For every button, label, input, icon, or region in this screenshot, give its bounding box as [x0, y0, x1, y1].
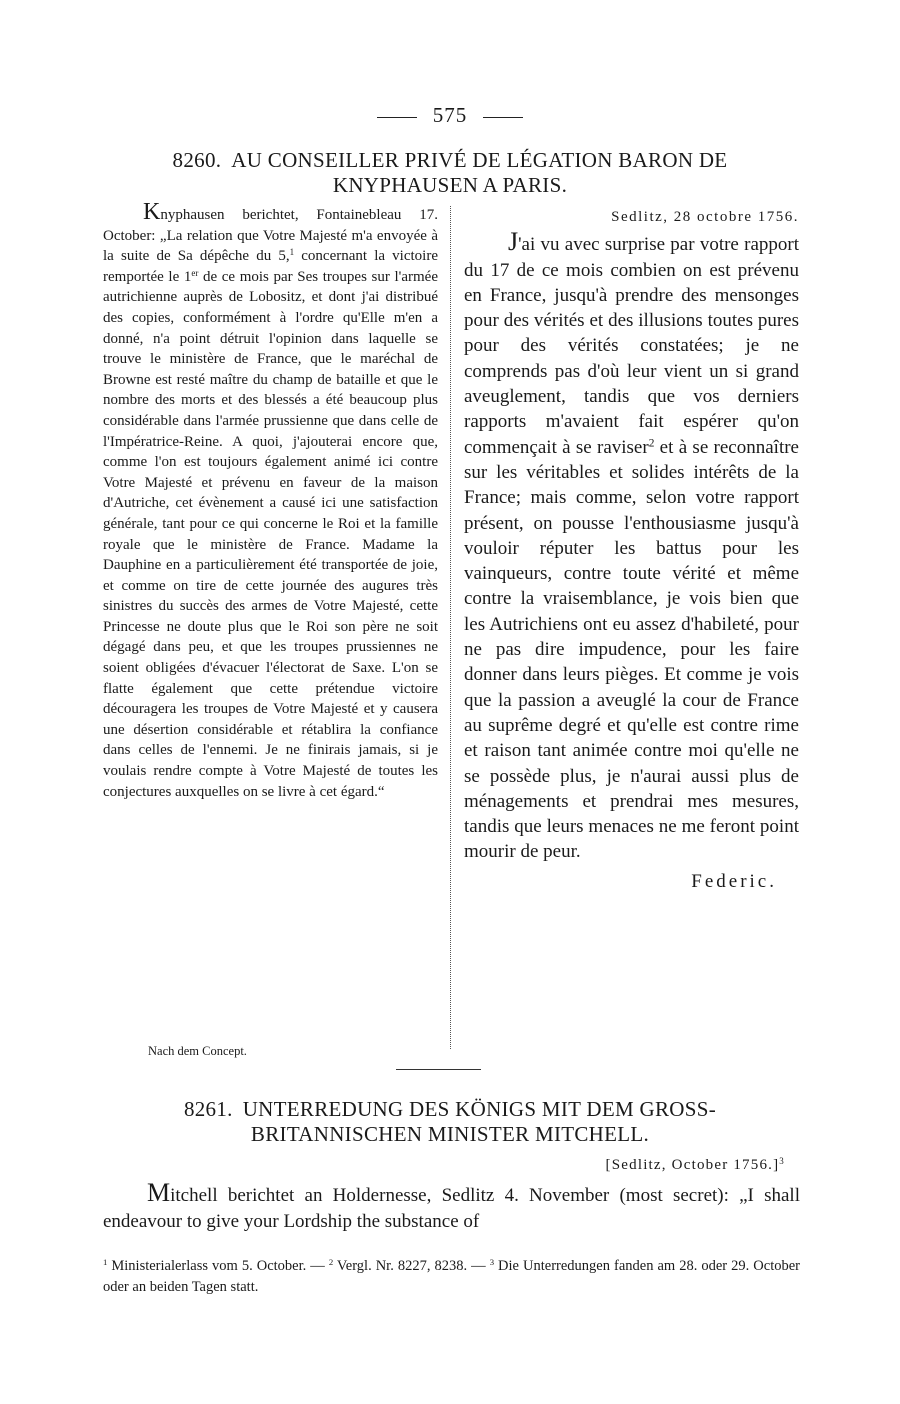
footnotes — [103, 1256, 800, 1298]
footnote-number: 2 — [328, 1257, 334, 1268]
document-8261-date: [Sedlitz, October 1756.]$^3$ — [605, 1156, 785, 1173]
footnote-text: Die Unterredungen fanden am 28. oder 29. October oder an beiden Tagen statt. — [103, 1258, 800, 1295]
footnote-number: 1 — [103, 1257, 108, 1268]
footnote-ref-3: 3 — [779, 1156, 785, 1167]
initial-letter: K — [143, 199, 161, 225]
report-paragraph: Knyphausen berichtet, Fontainebleau 17. October: „La relation que Votre Majesté m'a envoyée à la suite de Sa dépêche du 5,$^1$ concernant la victoire remportée le 1er de ce mois par Ses troupes sur l'armée autrichienne auprès de Lobositz, et dont j'ai distribué des copies, conformément à l'ordre qu'Elle m'en a donné, n'a point détruit l'opinion dans laquelle se trouve le ministère de France, que le maréchal de Browne est resté maître du champ de bataille et que le nombre des morts et des blessés a été beaucoup plus considérable dans l'armée prussienne que dans celle de l'Impératrice-Reine. A quoi, j'ajouterai encore que, comme l'on est toujours également animé ici contre Votre Majesté et prévenu en faveur de la maison d'Autriche, cet évènement a causé ici une satisfaction générale, tant pour ce qui concerne le Roi et la famille royale que le ministère de France. Madame la Dauphine en a particulièrement été transportée de joie, et comme on tire de cette journée des augures très sinistres du succès des armes de Votre Majesté, cette Princesse ne doute plus que le Roi son père ne soit dégagé dans peu, et que les troupes prussiennes ne soient obligées d'évacuer l'électorat de Saxe. L'on se flatte également que cette prétendue victoire découragera les troupes de Votre Majesté et y causera une désertion considérable et rétablira la confiance dans celles de l'ennemi. Je ne finirais jamais, si je voulais rendre compte à Votre Majesté de toutes les conjectures auxquelles on se livre à cet égard.“ — [103, 199, 438, 800]
signature: Federic. — [691, 870, 777, 892]
source-note: Nach dem Concept. — [148, 1044, 247, 1058]
document-title: AU CONSEILLER PRIVÉ DE LÉGATION BARON DE KNYPHAUSEN A PARIS. — [231, 148, 728, 197]
page-number-dash-left — [377, 117, 417, 118]
document-title: UNTERREDUNG DES KÖNIGS MIT DEM GROSS-BRITANNISCHEN MINISTER MITCHELL. — [242, 1097, 717, 1146]
document-number: 8261. — [183, 1097, 233, 1121]
footnote-ref-2: 2 — [648, 437, 655, 450]
letter-paragraph: J'ai vu avec surprise par votre rapport du 17 de ce mois combien on est prévenu en France, jusqu'à prendre des mensonges pour des vérités et des illusions toutes pures pour des vérités constatées; je ne comprends pas d'où leur vient un si grand aveuglement, tandis que vos derniers rapports m'avaient fait espérer qu'on commençait à se raviser$^2$ et à se reconnaître sur les véritables et solides intérêts de la France; mais comme, selon votre rapport présent, on pousse l'enthousiasme jusqu'à vouloir réputer les battus pour les vainqueurs, contre toute vérité et même contre la vraisemblance, je vois bien que les Autrichiens ont eu assez d'habileté, pour ne pas dire impudence, pour les faire donner dans leurs pièges. Et comme je vois que la passion a aveuglé la cour de France au suprême degré et qu'elle est contre rime et raison tant animée contre moi qu'elle ne se possède plus, je n'aurai aussi plus de ménagements et prendrai mes mesures, tandis que leurs menaces ne me feront point mourir de peur. — [464, 227, 799, 863]
letter-date: Sedlitz, 28 octobre 1756. — [611, 209, 799, 225]
page-number: 575 — [0, 103, 900, 128]
column-divider — [450, 206, 451, 1049]
footnote-text: Ministerialerlass vom 5. October. — — [107, 1258, 329, 1274]
section-rule — [396, 1069, 481, 1070]
document-8260-heading — [110, 148, 790, 198]
footnote-number: 3 — [489, 1257, 495, 1268]
document-number: 8260. — [172, 148, 222, 172]
page-number-dash-right — [483, 117, 523, 118]
report-column — [103, 199, 438, 802]
footnote-ref-1: 1 — [289, 247, 295, 258]
footnote-text: Vergl. Nr. 8227, 8238. — — [333, 1258, 490, 1274]
body-paragraph: Mitchell berichtet an Holdernesse, Sedlitz 4. November (most secret): „I shall endeavour to give your Lordship the substance of — [103, 1178, 800, 1232]
letter-column — [464, 205, 799, 894]
initial-letter: M — [147, 1178, 171, 1207]
initial-letter: J — [508, 227, 519, 257]
document-8261-body — [103, 1178, 800, 1234]
document-8261-heading — [110, 1097, 790, 1147]
